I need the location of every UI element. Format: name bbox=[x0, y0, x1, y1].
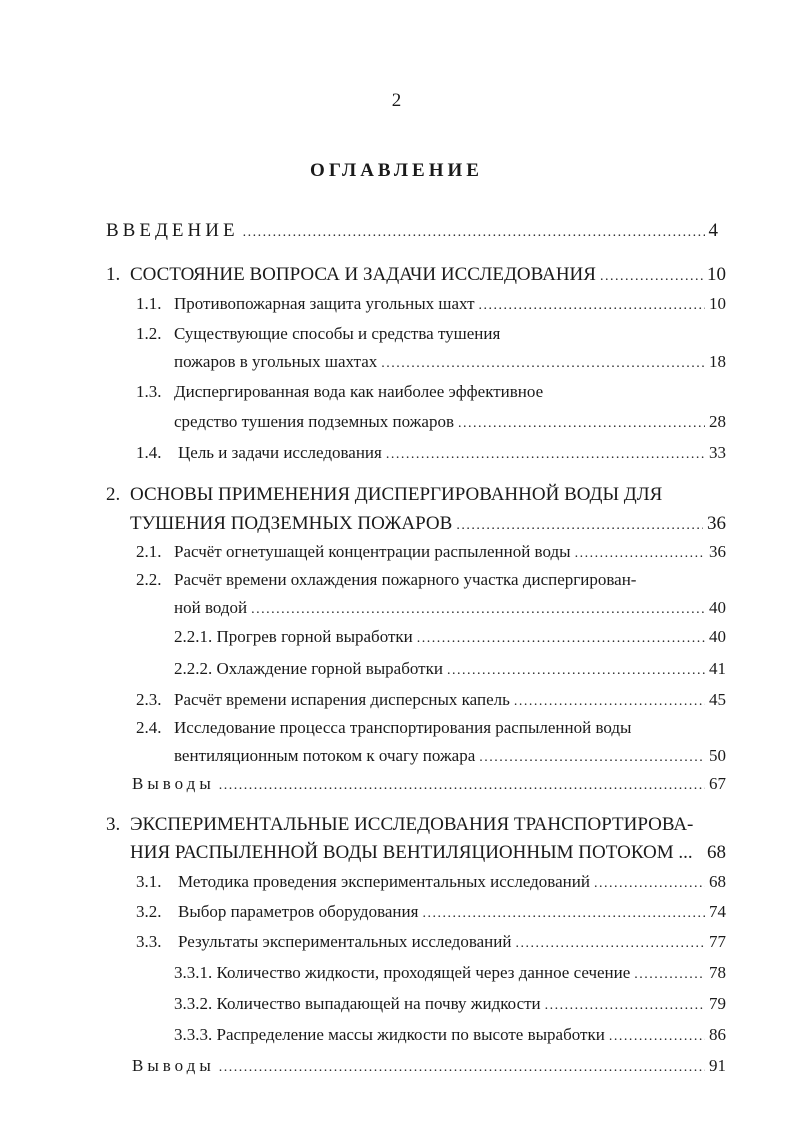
toc-entry-page: 40 bbox=[709, 598, 726, 617]
toc-entry-page: 40 bbox=[709, 627, 726, 646]
toc-entry-label: Цель и задачи исследования bbox=[178, 443, 382, 462]
toc-entry-2-4-line1[interactable] bbox=[136, 718, 631, 738]
toc-entry-3-conclusions[interactable] bbox=[132, 1056, 726, 1080]
leader-dots bbox=[575, 546, 705, 562]
toc-entry-2-2-line1[interactable] bbox=[136, 570, 636, 590]
toc-entry-label: Выбор параметров оборудования bbox=[178, 902, 419, 921]
toc-entry-2-1[interactable] bbox=[136, 542, 726, 566]
toc-entry-page: 10 bbox=[707, 264, 726, 285]
toc-entry-chapter-3-line1[interactable] bbox=[106, 814, 693, 836]
toc-entry-page: 50 bbox=[709, 746, 726, 765]
toc-entry-1-2-line1[interactable] bbox=[136, 324, 500, 344]
leader-dots bbox=[594, 876, 705, 892]
toc-entry-number: 1.2. bbox=[136, 324, 162, 343]
toc-entry-page: 28 bbox=[709, 412, 726, 431]
toc-entry-2-2[interactable] bbox=[174, 598, 726, 622]
toc-entry-label: 2.2.1. Прогрев горной выработки bbox=[174, 627, 413, 646]
toc-entry-1-3-line1[interactable] bbox=[136, 382, 543, 402]
toc-entry-page: 91 bbox=[709, 1056, 726, 1075]
toc-entry-2-3[interactable] bbox=[136, 690, 726, 714]
toc-entry-3-3-1[interactable] bbox=[174, 963, 726, 987]
toc-entry-label: Расчёт времени охлаждения пожарного участка диспергирован- bbox=[174, 570, 637, 589]
toc-entry-3-3-3[interactable] bbox=[174, 1025, 726, 1049]
toc-entry-label: ной водой bbox=[174, 598, 248, 617]
toc-entry-label: Расчёт огнетушащей концентрации распыленной воды bbox=[174, 542, 571, 561]
toc-entry-label: Выводы bbox=[132, 1056, 215, 1075]
toc-title: ОГЛАВЛЕНИЕ bbox=[310, 160, 483, 181]
toc-entry-label: ОСНОВЫ ПРИМЕНЕНИЯ ДИСПЕРГИРОВАННОЙ ВОДЫ ДЛЯ bbox=[130, 484, 663, 505]
toc-entry-label: вентиляционным потоком к очагу пожара bbox=[174, 746, 476, 765]
toc-entry-label: пожаров в угольных шахтах bbox=[174, 352, 378, 371]
toc-entry-chapter-3[interactable] bbox=[130, 842, 726, 866]
toc-entry-number: 1.4. bbox=[136, 443, 162, 462]
leader-dots bbox=[219, 778, 705, 794]
toc-entry-label: Противопожарная защита угольных шахт bbox=[174, 294, 475, 313]
toc-entry-page: 41 bbox=[709, 659, 726, 678]
toc-entry-3-3-2[interactable] bbox=[174, 994, 726, 1018]
toc-entry-label: Исследование процесса транспортирования распыленной воды bbox=[174, 718, 632, 737]
toc-entry-label: Диспергированная вода как наиболее эффективное bbox=[174, 382, 544, 401]
toc-entry-1-3[interactable] bbox=[174, 412, 726, 436]
toc-entry-page: 10 bbox=[709, 294, 726, 313]
toc-entry-label: средство тушения подземных пожаров bbox=[174, 412, 455, 431]
toc-entry-chapter-2-line1[interactable] bbox=[106, 484, 662, 506]
toc-entry-number: 2.1. bbox=[136, 542, 162, 561]
toc-entry-label: Существующие способы и средства тушения bbox=[174, 324, 501, 343]
leader-dots bbox=[386, 447, 705, 463]
toc-entry-3-1[interactable] bbox=[136, 872, 726, 896]
toc-entry-page: 36 bbox=[707, 513, 726, 534]
toc-entry-label: 2.2.2. Охлаждение горной выработки bbox=[174, 659, 443, 678]
toc-entry-page: 79 bbox=[709, 994, 726, 1013]
toc-entry-page: 68 bbox=[707, 842, 726, 863]
toc-entry-2-conclusions[interactable] bbox=[132, 774, 726, 798]
leader-dots bbox=[219, 1060, 705, 1076]
toc-entry-page: 68 bbox=[709, 872, 726, 891]
toc-entry-page: 36 bbox=[709, 542, 726, 561]
toc-entry-page: 45 bbox=[709, 690, 726, 709]
toc-entry-intro[interactable] bbox=[106, 220, 718, 244]
toc-entry-label: НИЯ РАСПЫЛЕННОЙ ВОДЫ ВЕНТИЛЯЦИОННЫМ ПОТОКОМ ... bbox=[130, 842, 693, 863]
toc-entry-label: Результаты экспериментальных исследований bbox=[178, 932, 512, 951]
toc-entry-page: 86 bbox=[709, 1025, 726, 1044]
toc-entry-3-2[interactable] bbox=[136, 902, 726, 926]
toc-entry-label: 3.3.3. Распределение массы жидкости по высоте выработки bbox=[174, 1025, 605, 1044]
toc-entry-page: 77 bbox=[709, 932, 726, 951]
toc-entry-number: 3.1. bbox=[136, 872, 162, 891]
leader-dots bbox=[479, 750, 705, 766]
toc-entry-number: 1.1. bbox=[136, 294, 162, 313]
toc-entry-number: 3.2. bbox=[136, 902, 162, 921]
leader-dots bbox=[422, 906, 705, 922]
leader-dots bbox=[609, 1029, 705, 1045]
toc-entry-1-4[interactable] bbox=[136, 443, 726, 467]
toc-entry-2-2-1[interactable] bbox=[174, 627, 726, 651]
leader-dots bbox=[243, 225, 705, 241]
toc-entry-label: ТУШЕНИЯ ПОДЗЕМНЫХ ПОЖАРОВ bbox=[130, 513, 453, 534]
toc-entry-page: 33 bbox=[709, 443, 726, 462]
toc-entry-3-3[interactable] bbox=[136, 932, 726, 956]
leader-dots bbox=[417, 631, 705, 647]
toc-entry-label: Выводы bbox=[132, 774, 215, 793]
toc-entry-2-2-2[interactable] bbox=[174, 659, 726, 683]
leader-dots bbox=[381, 356, 705, 372]
toc-entry-2-4[interactable] bbox=[174, 746, 726, 770]
toc-entry-page: 67 bbox=[709, 774, 726, 793]
page-number: 2 bbox=[391, 90, 402, 111]
toc-entry-label: 3.3.1. Количество жидкости, проходящей через данное сечение bbox=[174, 963, 631, 982]
toc-entry-number: 1.3. bbox=[136, 382, 162, 401]
toc-entry-number: 2. bbox=[106, 484, 121, 505]
toc-entry-page: 78 bbox=[709, 963, 726, 982]
toc-entry-page: 18 bbox=[709, 352, 726, 371]
leader-dots bbox=[514, 694, 705, 710]
toc-entry-number: 2.4. bbox=[136, 718, 162, 737]
leader-dots bbox=[600, 269, 703, 285]
toc-entry-number: 1. bbox=[106, 264, 121, 285]
toc-entry-chapter-1[interactable] bbox=[106, 264, 726, 288]
toc-entry-number: 3.3. bbox=[136, 932, 162, 951]
leader-dots bbox=[545, 998, 705, 1014]
leader-dots bbox=[456, 518, 703, 534]
toc-entry-1-1[interactable] bbox=[136, 294, 726, 318]
toc-entry-label: ВВЕДЕНИЕ bbox=[106, 220, 239, 241]
toc-entry-page: 4 bbox=[708, 220, 718, 241]
leader-dots bbox=[479, 298, 705, 314]
leader-dots bbox=[251, 602, 705, 618]
toc-entry-label: Методика проведения экспериментальных исследований bbox=[178, 872, 590, 891]
toc-entry-number: 2.2. bbox=[136, 570, 162, 589]
leader-dots bbox=[634, 967, 705, 983]
toc-entry-number: 2.3. bbox=[136, 690, 162, 709]
leader-dots bbox=[458, 416, 705, 432]
toc-entry-label: Расчёт времени испарения дисперсных капель bbox=[174, 690, 510, 709]
leader-dots bbox=[447, 663, 705, 679]
toc-entry-number: 3. bbox=[106, 814, 121, 835]
toc-entry-label: СОСТОЯНИЕ ВОПРОСА И ЗАДАЧИ ИССЛЕДОВАНИЯ bbox=[130, 264, 596, 285]
leader-dots bbox=[515, 936, 705, 952]
toc-entry-page: 74 bbox=[709, 902, 726, 921]
toc-entry-1-2[interactable] bbox=[174, 352, 726, 376]
toc-entry-label: ЭКСПЕРИМЕНТАЛЬНЫЕ ИССЛЕДОВАНИЯ ТРАНСПОРТИРОВА- bbox=[130, 814, 694, 835]
toc-entry-chapter-2[interactable] bbox=[130, 513, 726, 537]
toc-entry-label: 3.3.2. Количество выпадающей на почву жидкости bbox=[174, 994, 541, 1013]
